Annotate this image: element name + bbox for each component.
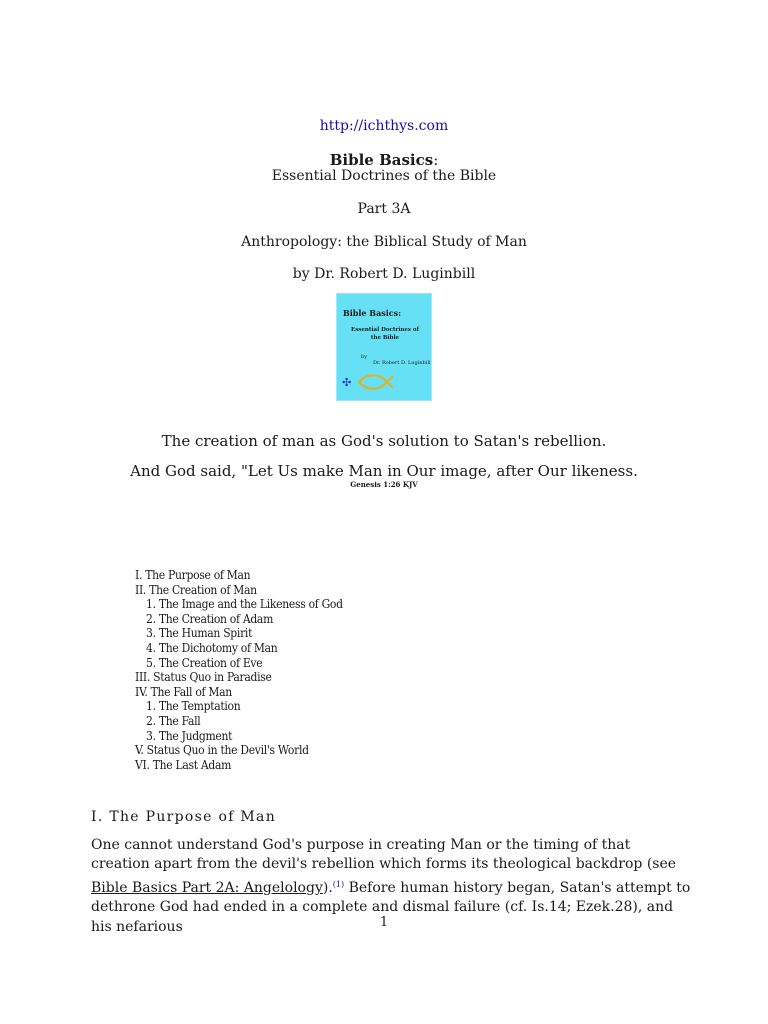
toc-item[interactable]: VI. The Last Adam	[135, 757, 232, 772]
doc-title	[0, 151, 768, 169]
doc-part: Part 3A	[357, 201, 411, 217]
toc-subitem[interactable]: 3. The Human Spirit	[146, 626, 253, 641]
fish-icon	[357, 374, 393, 390]
toc-subitem[interactable]: 3. The Judgment	[146, 728, 233, 743]
doc-author: by Dr. Robert D. Luginbill	[292, 266, 476, 282]
intro-scripture-quote: And God said, "Let Us make Man in Our image, after Our likeness.	[130, 462, 638, 480]
paragraph-text: Before human history began, Satan's attempt to dethrone God had ended in a complete and dismal failure (cf. Is.14; Ezek.28), and his nefarious	[91, 879, 691, 935]
scripture-citation: Genesis 1:26 KJV	[350, 480, 418, 489]
toc-item[interactable]: IV. The Fall of Man	[135, 684, 232, 699]
cover-by: by	[361, 354, 368, 360]
toc-item[interactable]: II. The Creation of Man	[135, 582, 257, 597]
toc-subitem[interactable]: 2. The Fall	[146, 713, 201, 728]
toc-item[interactable]: III. Status Quo in Paradise	[135, 670, 272, 685]
intro-line-1: The creation of man as God's solution to Satan's rebellion.	[161, 432, 607, 450]
book-cover-image	[336, 293, 432, 401]
doc-title-text: Bible Basics	[329, 151, 434, 169]
doc-title-suffix: :	[433, 151, 439, 169]
paragraph-text: ).	[322, 879, 333, 896]
cover-subtitle-line1: Essential Doctrines of	[351, 327, 419, 333]
page-number: 1	[379, 915, 389, 930]
cover-subtitle-line2: the Bible	[370, 335, 400, 341]
toc-subitem[interactable]: 2. The Creation of Adam	[146, 611, 274, 626]
section-heading: I. The Purpose of Man	[91, 809, 277, 825]
toc-item[interactable]: I. The Purpose of Man	[135, 568, 251, 582]
footnote-link[interactable]: (1)	[332, 879, 345, 889]
doc-topic: Anthropology: the Biblical Study of Man	[241, 234, 527, 250]
toc-subitem[interactable]: 5. The Creation of Eve	[146, 655, 263, 670]
paragraph-text: One cannot understand God's purpose in creating Man or the timing of that creation apart from the devil's rebellion which forms its theological backdrop (see	[91, 837, 677, 873]
toc-subitem[interactable]: 1. The Image and the Likeness of God	[146, 597, 343, 612]
table-of-contents	[135, 568, 343, 772]
angelology-link[interactable]: Bible Basics Part 2A: Angelology	[91, 879, 323, 896]
toc-item[interactable]: V. Status Quo in the Devil's World	[135, 743, 309, 758]
doc-subtitle: Essential Doctrines of the Bible	[271, 168, 497, 184]
site-url-link[interactable]: http://ichthys.com	[319, 118, 449, 134]
cover-subtitle	[337, 326, 433, 342]
cover-title: Bible Basics:	[343, 308, 402, 318]
cross-icon: ✣	[342, 376, 352, 389]
toc-subitem[interactable]: 1. The Temptation	[146, 699, 241, 714]
cover-author: Dr. Robert D. Luginbill	[373, 360, 431, 366]
toc-subitem[interactable]: 4. The Dichotomy of Man	[146, 640, 278, 655]
